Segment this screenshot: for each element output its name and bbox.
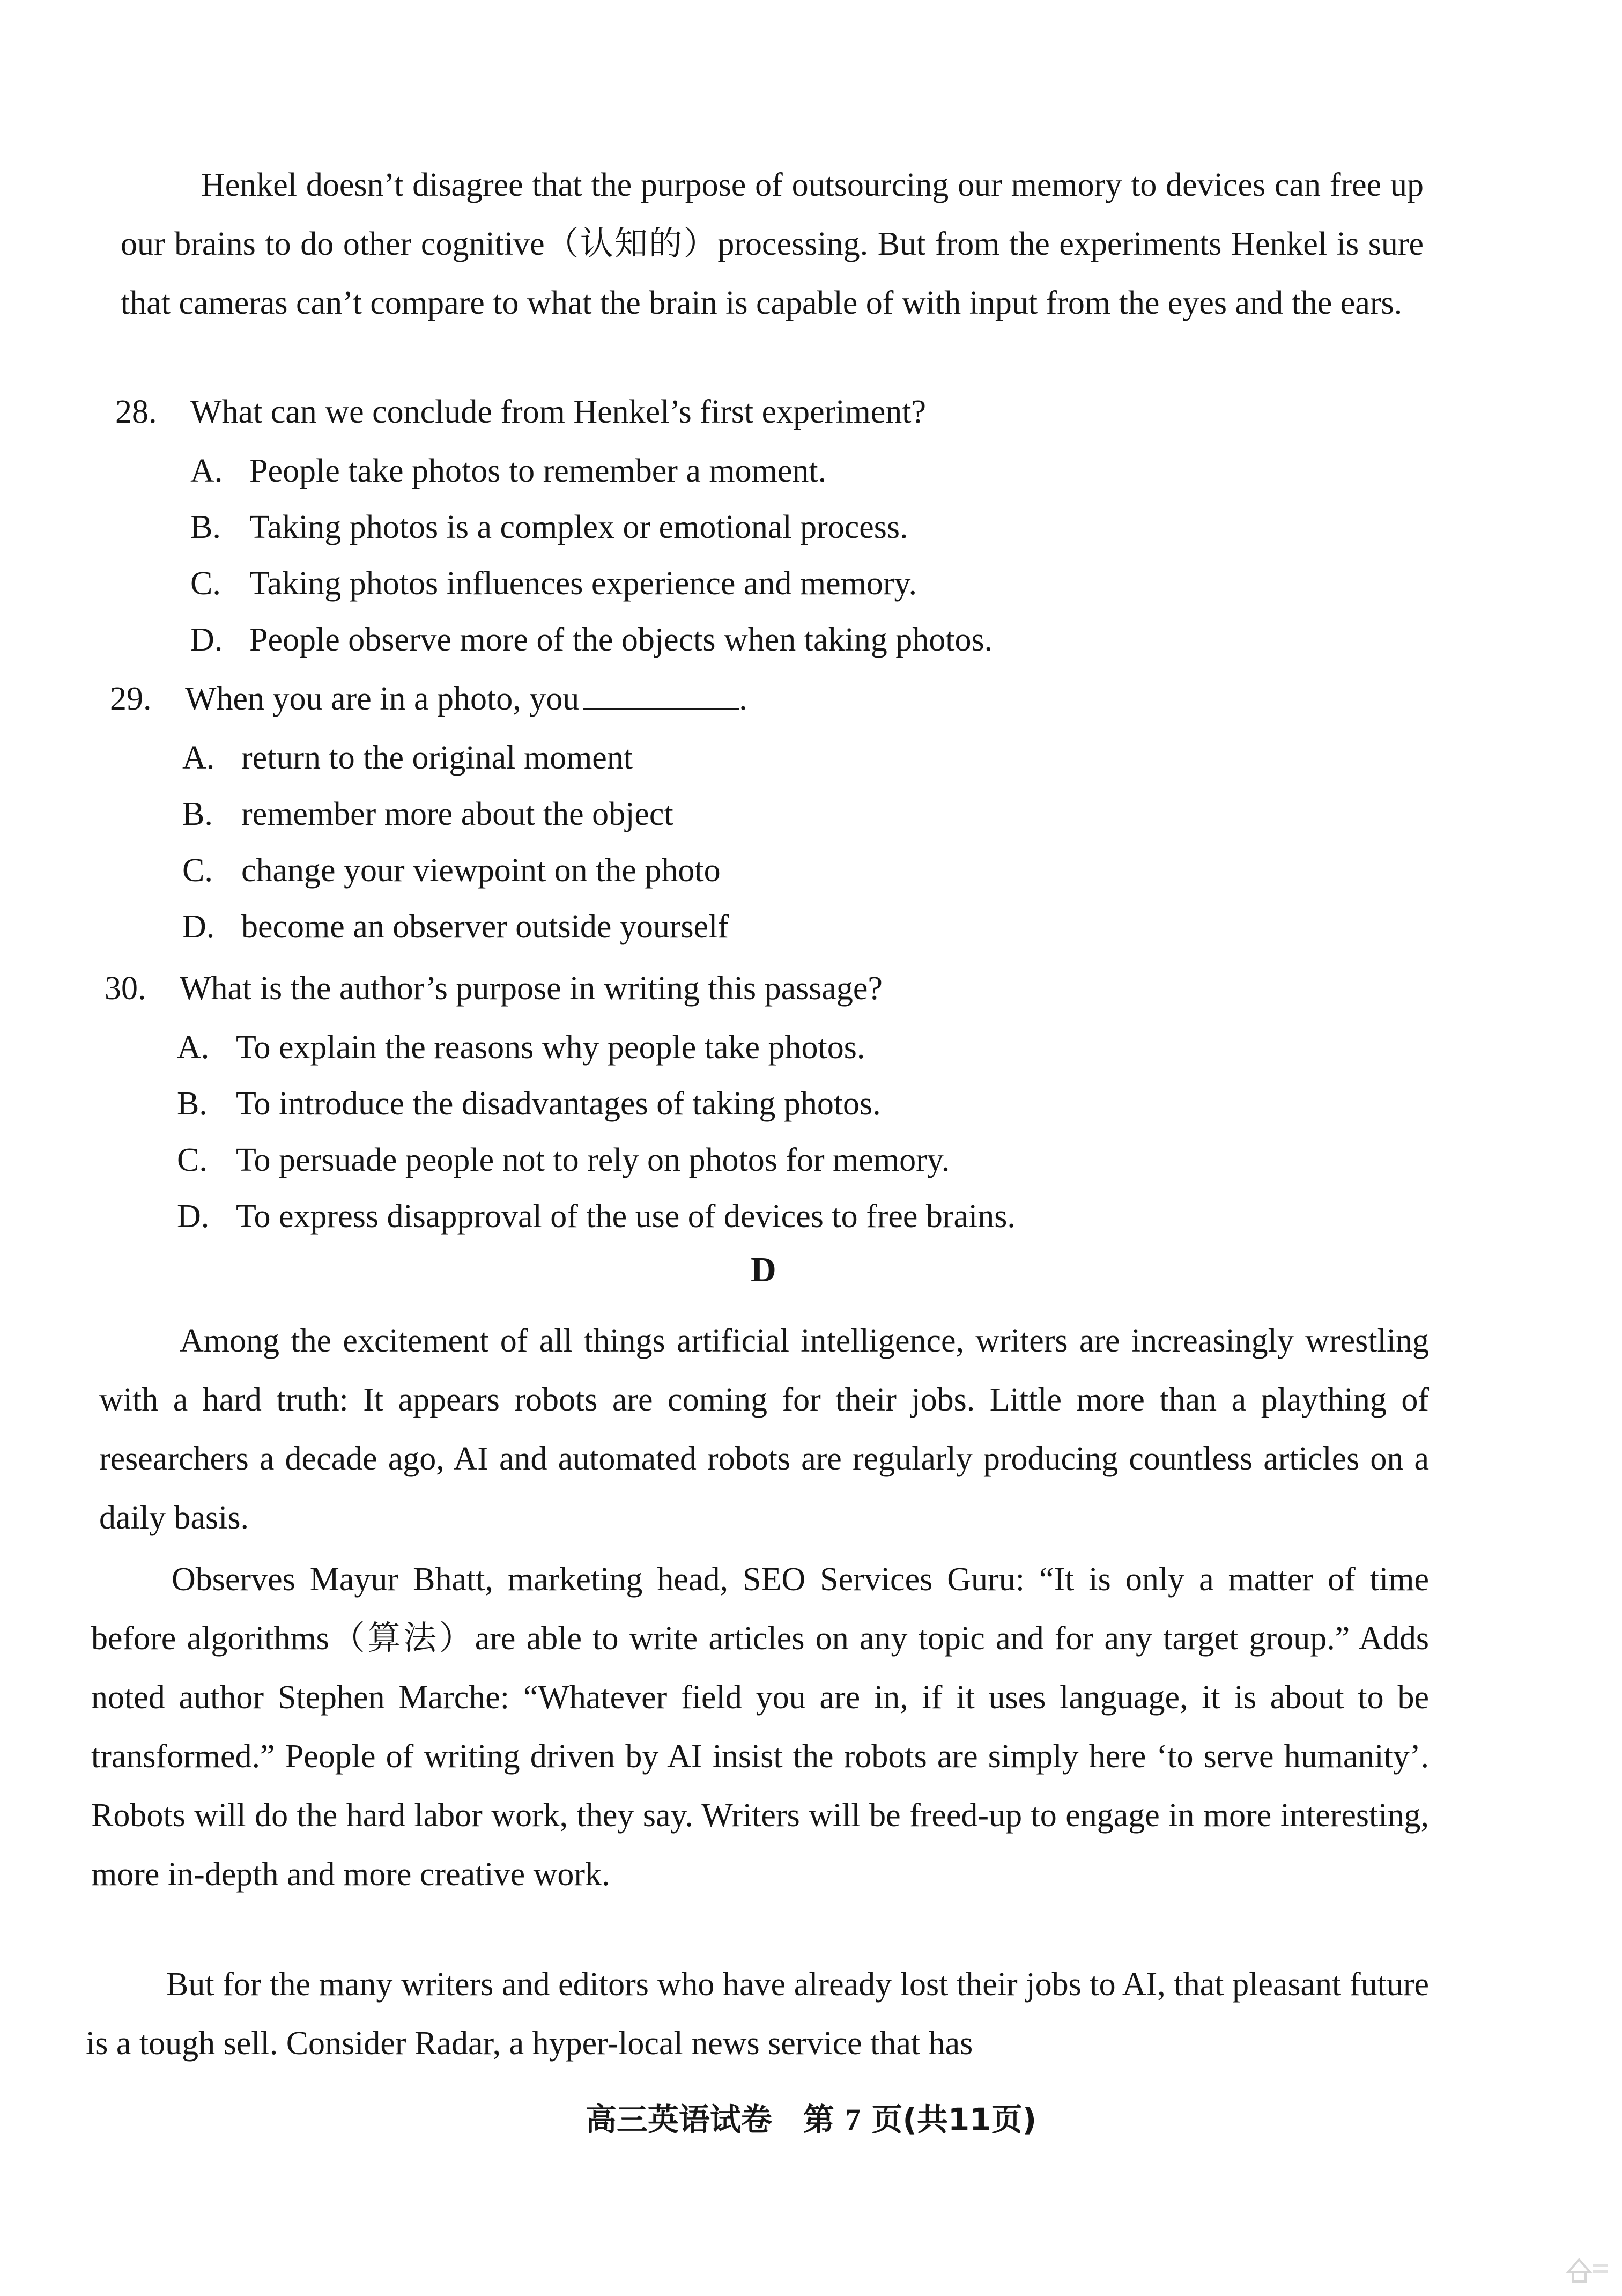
- question-number: 29.: [110, 681, 152, 717]
- question-29-option-b: [182, 786, 673, 843]
- question-29-option-c: [182, 842, 721, 899]
- question-number: 30.: [105, 970, 146, 1007]
- option-text: Taking photos influences experience and memory.: [249, 565, 917, 602]
- section-d-heading: D: [751, 1250, 776, 1289]
- watermark-logo-icon: [1563, 2248, 1611, 2285]
- option-letter: B.: [182, 796, 213, 832]
- option-text: Taking photos is a complex or emotional process.: [249, 509, 908, 545]
- question-stem: What can we conclude from Henkel’s first experiment?: [190, 394, 927, 430]
- section-d-paragraph-1: Among the excitement of all things artificial intelligence, writers are increasingly wrestling with a hard truth: It appears robots are coming for their jobs. Little more than a plaything of researchers a decade ago, AI and automated robots are regularly producing countless articles on a daily basis.: [99, 1323, 1429, 1536]
- option-text: To persuade people not to rely on photos for memory.: [236, 1142, 950, 1178]
- question-30-option-d: [177, 1188, 1016, 1245]
- question-28-option-d: [190, 611, 993, 668]
- question-30-option-c: [177, 1132, 950, 1188]
- question-stem: When you are in a photo, you: [185, 681, 580, 717]
- section-d-paragraph-2: Observes Mayur Bhatt, marketing head, SEO Services Guru: “It is only a matter of time before algorithms（算法）are able to write articles on any topic and for any target group.” Adds noted author Stephen Marche: “Whatever field you are in, if it uses language, it is about to be transformed.” People of writing driven by AI insist the robots are simply here ‘to serve humanity’. Robots will do the hard labor work, they say. Writers will be freed-up to engage in more interesting, more in-depth and more creative work.: [91, 1561, 1429, 1893]
- question-28-option-b: [190, 499, 908, 556]
- question-29-option-a: [182, 729, 633, 786]
- option-letter: C.: [190, 565, 221, 602]
- option-text: return to the original moment: [241, 740, 633, 776]
- question-stem: What is the author’s purpose in writing this passage?: [180, 970, 883, 1007]
- question-29-option-d: [182, 898, 729, 955]
- question-28-option-a: [190, 442, 826, 499]
- option-letter: A.: [182, 740, 215, 776]
- option-text: become an observer outside yourself: [241, 909, 729, 945]
- question-28: [115, 383, 926, 440]
- question-30: [105, 960, 883, 1017]
- option-letter: D.: [177, 1198, 210, 1235]
- footer-suffix: 页(共11页): [871, 2101, 1037, 2138]
- footer-prefix: 高三英语试卷 第: [585, 2101, 834, 2138]
- option-text: To explain the reasons why people take photos.: [236, 1029, 865, 1066]
- option-text: People observe more of the objects when taking photos.: [249, 622, 993, 658]
- option-text: To introduce the disadvantages of taking photos.: [236, 1086, 881, 1122]
- question-number: 28.: [115, 394, 157, 430]
- question-stem-end: .: [739, 681, 747, 717]
- question-29: [110, 670, 747, 727]
- question-28-option-c: [190, 555, 917, 612]
- footer-page-number: 7: [845, 2102, 861, 2137]
- option-text: People take photos to remember a moment.: [249, 453, 827, 489]
- answer-blank: [583, 680, 739, 710]
- option-text: change your viewpoint on the photo: [241, 852, 721, 889]
- option-letter: C.: [182, 852, 213, 889]
- question-30-option-b: [177, 1075, 881, 1132]
- option-letter: C.: [177, 1142, 208, 1178]
- option-letter: D.: [182, 909, 215, 945]
- option-letter: A.: [177, 1029, 210, 1066]
- option-text: remember more about the object: [241, 796, 673, 832]
- option-text: To express disapproval of the use of devices to free brains.: [236, 1198, 1016, 1235]
- passage-c-closing-paragraph: Henkel doesn’t disagree that the purpose of outsourcing our memory to devices can free up our brains to do other cognitive（认知的）processing. But from the experiments Henkel is sure that cameras can’t compare to what the brain is capable of with input from the eyes and the ears.: [121, 167, 1424, 321]
- option-letter: B.: [177, 1086, 208, 1122]
- option-letter: B.: [190, 509, 221, 545]
- section-d-paragraph-3: But for the many writers and editors who have already lost their jobs to AI, that pleasant future is a tough sell. Consider Radar, a hyper-local news service that has: [86, 1966, 1429, 2062]
- option-letter: A.: [190, 453, 223, 489]
- page-footer: [0, 2094, 1622, 2139]
- option-letter: D.: [190, 622, 223, 658]
- question-30-option-a: [177, 1019, 865, 1076]
